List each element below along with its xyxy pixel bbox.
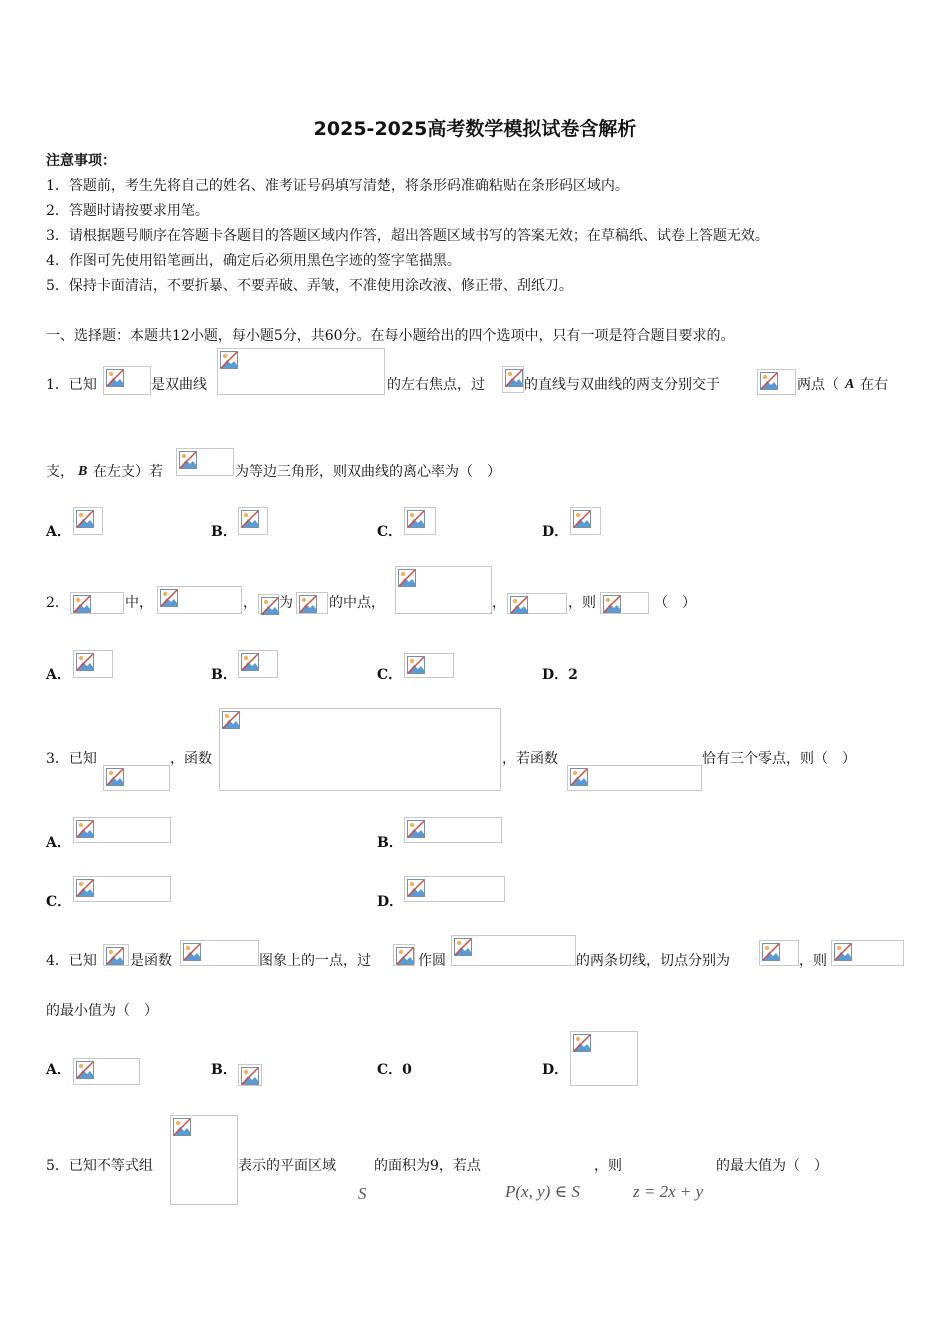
q5-text: 的最大值为（ ）: [716, 1158, 828, 1174]
broken-image-glyph: [762, 943, 780, 961]
q4-option-a: A．: [46, 1062, 71, 1078]
broken-image-glyph: [407, 656, 425, 674]
broken-image-icon: [759, 940, 799, 966]
q3-text: ，若函数: [502, 751, 558, 767]
broken-image-glyph: [241, 510, 259, 528]
broken-image-icon: [404, 507, 436, 535]
q1-text: 在左支）若: [93, 464, 163, 480]
broken-image-icon: [296, 592, 328, 614]
q1-text: 的左右焦点，过: [387, 377, 485, 393]
broken-image-icon: [103, 765, 170, 791]
broken-image-glyph: [160, 589, 178, 607]
notice-item: 3．请根据题号顺序在答题卡各题目的答题区域内作答，超出答题区域书写的答案无效；在草稿纸、试卷上答题无效。: [46, 228, 769, 244]
broken-image-icon: [180, 940, 259, 966]
q2-text: 的中点，: [329, 595, 385, 611]
broken-image-glyph: [407, 510, 425, 528]
broken-image-glyph: [261, 597, 279, 615]
q4-text: 4．已知: [46, 953, 97, 969]
broken-image-glyph: [505, 369, 523, 387]
broken-image-icon: [600, 592, 649, 614]
q5-text: 5．已知不等式组: [46, 1158, 153, 1174]
q3-text: 3．已知: [46, 751, 97, 767]
q1-text: 在右: [860, 377, 888, 393]
q2-text: ，: [492, 595, 506, 611]
broken-image-icon: [404, 653, 454, 678]
broken-image-glyph: [241, 653, 259, 671]
broken-image-glyph: [76, 820, 94, 838]
q5-text: 的面积为9，若点: [374, 1158, 481, 1174]
notice-heading: 注意事项：: [46, 153, 116, 169]
broken-image-glyph: [106, 369, 124, 387]
q1-option-d: D．: [542, 524, 569, 540]
broken-image-icon: [570, 1031, 638, 1086]
broken-image-icon: [103, 366, 151, 395]
q5-text: 表示的平面区域: [238, 1158, 336, 1174]
q1-text: 支，: [46, 464, 74, 480]
q1-option-b: B．: [211, 524, 237, 540]
q4-text: 的两条切线，切点分别为: [576, 953, 730, 969]
broken-image-glyph: [454, 938, 472, 956]
broken-image-icon: [219, 708, 501, 791]
section-heading: 一、选择题：本题共12小题，每小题5分，共60分。在每小题给出的四个选项中，只有一项是符合题目要求的。: [46, 328, 735, 344]
broken-image-icon: [238, 507, 268, 535]
broken-image-icon: [393, 944, 415, 966]
q4-text: 图象上的一点，过: [259, 953, 371, 969]
broken-image-glyph: [222, 711, 240, 729]
broken-image-glyph: [106, 947, 124, 965]
q1-point-a: A: [845, 377, 855, 392]
q1-text: 为等边三角形，则双曲线的离心率为（ ）: [235, 464, 501, 480]
broken-image-glyph: [834, 943, 852, 961]
broken-image-icon: [451, 935, 576, 966]
broken-image-icon: [502, 366, 524, 393]
notice-item: 2．答题时请按要求用笔。: [46, 203, 209, 219]
notice-item: 1．答题前，考生先将自己的姓名、准考证号码填写清楚，将条形码准确粘贴在条形码区域内。: [46, 178, 629, 194]
q4-text: 的最小值为（ ）: [46, 1003, 158, 1019]
broken-image-icon: [507, 593, 567, 614]
page-title: 2025-2025高考数学模拟试卷含解析: [313, 118, 637, 140]
q2-text: 为: [279, 595, 293, 611]
q2-text: ，: [243, 595, 257, 611]
broken-image-glyph: [76, 653, 94, 671]
broken-image-icon: [73, 1058, 140, 1085]
q4-text: 是函数: [130, 953, 172, 969]
broken-image-glyph: [407, 820, 425, 838]
broken-image-icon: [404, 876, 505, 902]
broken-image-icon: [757, 369, 796, 395]
broken-image-glyph: [396, 947, 414, 965]
q1-option-c: C．: [377, 524, 403, 540]
broken-image-glyph: [76, 879, 94, 897]
q3-option-c: C．: [46, 894, 72, 910]
q1-text: 1．已知: [46, 377, 97, 393]
q5-text: ，则: [594, 1158, 622, 1174]
broken-image-icon: [73, 650, 113, 678]
broken-image-icon: [176, 448, 234, 476]
broken-image-icon: [157, 586, 242, 614]
q1-text: 的直线与双曲线的两支分别交于: [524, 377, 720, 393]
broken-image-icon: [570, 507, 601, 535]
broken-image-icon: [258, 594, 279, 614]
q3-option-b: B．: [377, 835, 403, 851]
broken-image-glyph: [407, 879, 425, 897]
broken-image-icon: [70, 592, 124, 614]
broken-image-glyph: [603, 595, 621, 613]
broken-image-icon: [217, 348, 385, 395]
broken-image-glyph: [570, 768, 588, 786]
broken-image-icon: [238, 650, 278, 678]
q4-option-b: B．: [211, 1062, 237, 1078]
broken-image-glyph: [573, 1034, 591, 1052]
broken-image-icon: [73, 507, 103, 535]
q5-math-z: z = 2x + y: [633, 1182, 704, 1201]
q3-text: 恰有三个零点，则（ ）: [702, 751, 856, 767]
broken-image-glyph: [183, 943, 201, 961]
broken-image-glyph: [73, 595, 91, 613]
q4-text: 作圆: [418, 953, 446, 969]
broken-image-glyph: [241, 1067, 259, 1085]
broken-image-icon: [395, 566, 492, 614]
broken-image-glyph: [179, 451, 197, 469]
q3-option-a: A．: [46, 835, 71, 851]
broken-image-glyph: [398, 569, 416, 587]
q2-text: 2．: [46, 595, 69, 611]
broken-image-icon: [404, 817, 502, 843]
q4-option-c: C．0: [377, 1062, 412, 1078]
broken-image-icon: [73, 817, 171, 843]
broken-image-glyph: [220, 351, 238, 369]
broken-image-icon: [170, 1115, 238, 1205]
broken-image-glyph: [173, 1118, 191, 1136]
q4-option-d: D．: [542, 1062, 569, 1078]
broken-image-icon: [831, 940, 904, 966]
notice-item: 5．保持卡面清洁，不要折暴、不要弄破、弄皱，不准使用涂改液、修正带、刮纸刀。: [46, 278, 573, 294]
q1-point-b: B: [78, 464, 88, 479]
broken-image-glyph: [510, 596, 528, 614]
q2-option-d: D．2: [542, 667, 578, 683]
q3-text: ，函数: [170, 751, 212, 767]
q4-text: ，则: [799, 953, 827, 969]
q2-text: ，则: [568, 595, 596, 611]
notice-item: 4．作图可先使用铅笔画出，确定后必须用黑色字迹的签字笔描黑。: [46, 253, 461, 269]
broken-image-glyph: [573, 510, 591, 528]
q1-option-a: A．: [46, 524, 71, 540]
q5-math-s: S: [358, 1184, 367, 1203]
q2-text: （ ）: [654, 595, 696, 611]
broken-image-icon: [103, 944, 129, 966]
broken-image-glyph: [760, 372, 778, 390]
q5-math-point: P(x, y) ∈ S: [505, 1182, 580, 1201]
broken-image-icon: [567, 765, 702, 791]
q2-option-a: A．: [46, 667, 71, 683]
broken-image-glyph: [76, 1061, 94, 1079]
q2-option-c: C．: [377, 667, 403, 683]
q2-text: 中，: [125, 595, 153, 611]
q1-text: 是双曲线: [151, 377, 207, 393]
q2-option-b: B．: [211, 667, 237, 683]
q1-text: 两点（: [797, 377, 839, 393]
broken-image-glyph: [106, 768, 124, 786]
q3-option-d: D．: [377, 894, 404, 910]
broken-image-glyph: [299, 595, 317, 613]
broken-image-glyph: [76, 510, 94, 528]
broken-image-icon: [73, 876, 171, 902]
broken-image-icon: [238, 1064, 262, 1086]
